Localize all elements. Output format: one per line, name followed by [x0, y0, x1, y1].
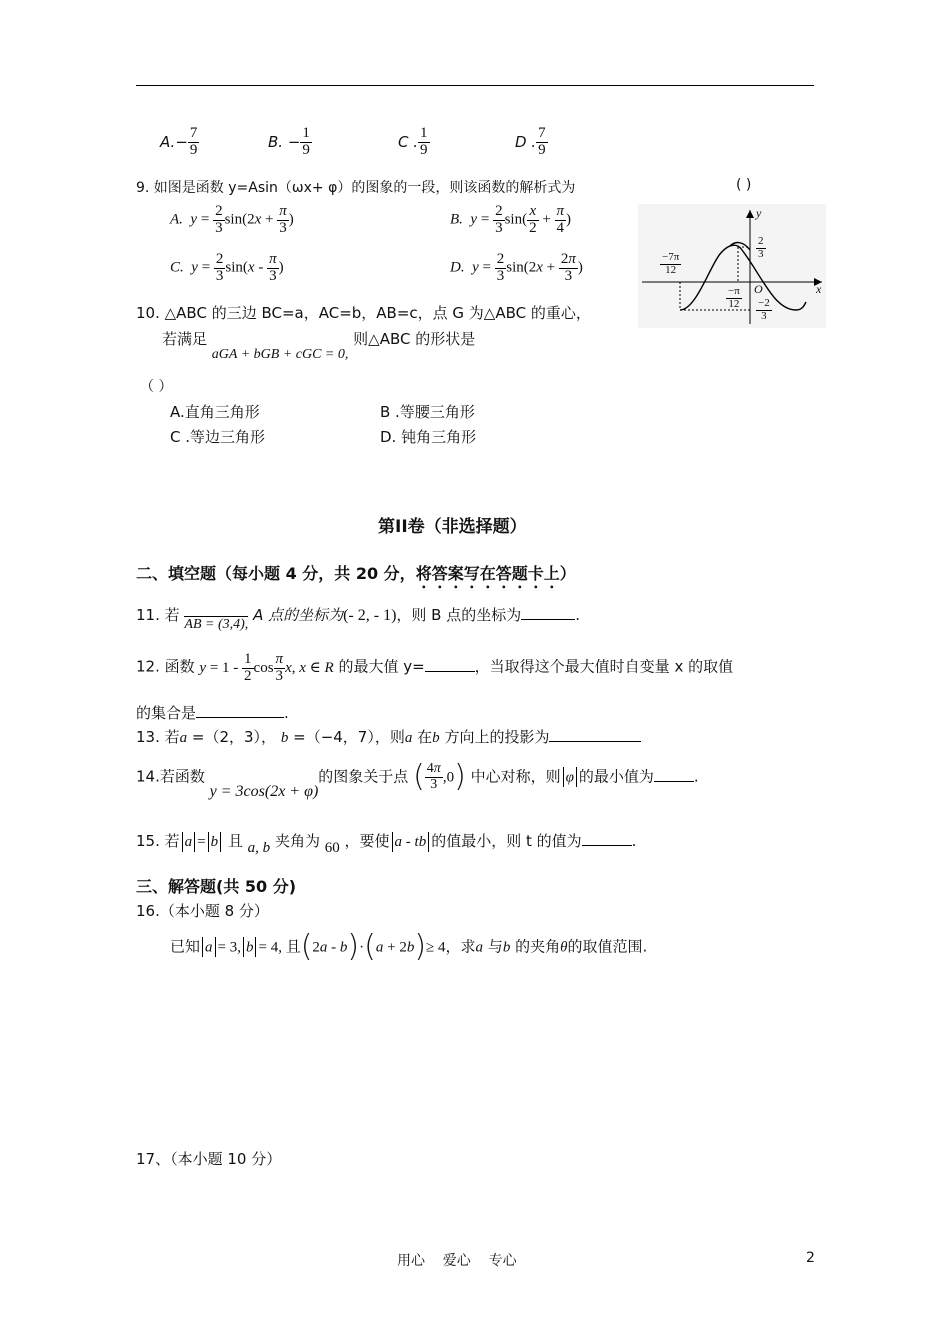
q10-vector-expr: aGA + bGB + cGC = 0, — [211, 347, 349, 362]
q9-option-c: C. y = $\frac{2}{3}$ sin(x - $\frac{\pi}{3}$ ) — [170, 251, 284, 284]
q13-b: =（2，3）， — [191, 728, 277, 746]
q9-option-a: A. y = $\frac{2}{3}$ sin(2x + $\frac{\pi}{3}$ ) — [170, 203, 294, 236]
footer-text: 用心 爱心 专心 — [397, 1253, 517, 1269]
q8-option-b-label: B. — [268, 132, 284, 151]
q16-c: 与 — [487, 937, 503, 956]
graph-x-label: x — [816, 282, 822, 296]
q8-a-num: 7 — [189, 125, 198, 141]
graph-bot-den: 3 — [761, 309, 767, 322]
q15-no: 15. 若 — [136, 832, 180, 850]
q14-tail: 中心对称，则 — [470, 767, 561, 786]
graph-bot-num: 2 — [764, 297, 770, 309]
graph-top-label — [756, 236, 766, 260]
q16-b: ，求 — [445, 937, 476, 956]
q8-option-c — [398, 126, 430, 159]
q13: 13. 若a =（2，3）， b =（−4，7），则a 在b 方向上的投影为 — [136, 726, 641, 747]
section2-title: 第II卷（非选择题） — [378, 517, 527, 537]
q9-b-label: B. — [450, 211, 463, 228]
q11-end: . — [575, 606, 581, 624]
graph-top-num: 2 — [758, 235, 764, 247]
section3-title: 三、解答题(共 50 分) — [136, 877, 297, 896]
graph-mid-den: 12 — [728, 297, 740, 310]
graph-left-label: $\frac{-7\pi}{12}$ — [662, 251, 680, 276]
q8-option-a-sign: − — [175, 132, 188, 151]
q9-a-label: A. — [170, 211, 183, 228]
q8-b-den: 9 — [302, 141, 310, 158]
q8-c-num: 1 — [420, 125, 428, 141]
q8-option-b-frac — [300, 126, 312, 159]
q10-option-b: B .等腰三角形 — [380, 403, 475, 421]
q8-d-den: 9 — [538, 141, 546, 158]
q14: 14.若函数 y = 3cos(2x + φ)的图象关于点 ( $\frac{4\pi}{3}$ ,0) 中心对称，则 φ 的最小值为 . — [136, 759, 699, 800]
q8-option-c-frac — [418, 126, 430, 159]
graph-y-label: y — [756, 206, 762, 220]
q11-mid: A 点的坐标为 — [253, 606, 344, 624]
header-rule — [136, 85, 814, 86]
q15-end: . — [631, 832, 637, 850]
q8-option-b — [268, 126, 312, 159]
q8-d-num: 7 — [538, 125, 546, 141]
q9-stem: 9. 如图是函数 y=Asin（ωx+ φ）的图象的一段，则该函数的解析式为 — [136, 180, 576, 196]
q13-d: 在 — [417, 728, 433, 746]
q11-vector: AB = (3,4), — [184, 617, 249, 632]
q15-mid: 且 — [227, 832, 243, 850]
graph-left-den: 12 — [665, 263, 677, 276]
q14-expr: y = 3cos(2x + φ) — [209, 782, 319, 800]
q15-mid3: ，要使 — [344, 832, 390, 850]
graph-left-num: 7π — [668, 251, 680, 263]
q8-option-a — [160, 126, 199, 159]
q12-no: 12. 函数 — [136, 657, 195, 676]
q16-e: 的取值范围. — [567, 937, 648, 956]
q9-paren: ( ) — [736, 177, 752, 193]
q8-option-a-label: A. — [160, 132, 176, 151]
q14-mid: 的图象关于点 — [318, 767, 409, 786]
q13-a: 13. 若 — [136, 728, 180, 746]
q11-tail: ，则 B 点的坐标为 — [396, 606, 522, 624]
q9-option-d: D. y = $\frac{2}{3}$ sin(2x + $\frac{2\pi}{3}$ ) — [450, 251, 583, 284]
q13-e: 方向上的投影为 — [444, 728, 550, 746]
q16-a: 已知 — [170, 937, 201, 956]
fill-header-c: ） — [559, 564, 576, 583]
q15-deg: 60 — [324, 840, 340, 856]
q14-answer-blank[interactable] — [654, 767, 694, 782]
q17-head: 17、（本小题 10 分） — [136, 1150, 282, 1168]
q13-answer-blank[interactable] — [549, 727, 641, 742]
q8-option-d-label: D . — [515, 132, 537, 151]
graph-mid-label: $\frac{-\pi}{12}$ — [728, 285, 740, 310]
q16-head: 16.（本小题 8 分） — [136, 902, 269, 920]
q12-line2 — [136, 702, 289, 723]
q15-tail: 的值最小，则 t 的值为 — [431, 832, 582, 850]
q12 — [136, 652, 733, 685]
q16-body: 已知 a = 3, b = 4, 且(2a - b)·(a + 2b)≥ 4，求a 与b 的夹角θ的取值范围. — [170, 929, 648, 964]
q15-mid2: 夹角为 — [274, 832, 320, 850]
fill-header — [136, 561, 576, 592]
q14-tail2: 的最小值为 — [578, 767, 654, 786]
q10-line1: 10. △ABC 的三边 BC=a，AC=b，AB=c，点 G 为△ABC 的重心， — [136, 304, 591, 322]
q12-line2-text: 的集合是 — [136, 704, 197, 722]
q11 — [136, 604, 581, 632]
q12-tail2: ，当取得这个最大值时自变量 x 的取值 — [474, 657, 734, 676]
q11-coord: (- 2, - 1) — [343, 607, 397, 624]
q10-line2-a: 若满足 — [162, 330, 208, 348]
q12-expr: y = 1 - $\frac{1}{2}$ cos $\frac{\pi}{3}$ x, x ∈ R — [199, 651, 334, 684]
q8-option-a-frac — [188, 126, 200, 159]
q11-answer-blank[interactable] — [521, 605, 575, 620]
q8-c-den: 9 — [420, 141, 428, 158]
q10-option-d: D. 钝角三角形 — [380, 428, 477, 446]
q9-d-label: D. — [450, 259, 465, 276]
q14-end: . — [693, 767, 699, 786]
q8-option-c-label: C . — [398, 132, 419, 151]
q12-max-blank[interactable] — [425, 657, 475, 672]
q15-answer-blank[interactable] — [582, 831, 632, 846]
q10-paren: （ ） — [140, 379, 173, 395]
q8-b-num: 1 — [302, 125, 310, 141]
q16-d: 的夹角 — [515, 937, 561, 956]
q8-option-b-sign: − — [287, 132, 301, 151]
q8-a-den: 9 — [189, 141, 198, 158]
q15-ab: a, b — [247, 840, 271, 856]
q10-option-c: C .等边三角形 — [170, 428, 266, 446]
q14-no: 14.若函数 — [136, 767, 205, 786]
graph-top-den: 3 — [758, 247, 764, 260]
graph-bot-label: $\frac{-2}{3}$ — [758, 297, 770, 322]
q12-set-blank[interactable] — [196, 703, 284, 718]
fill-header-a: 二、填空题（每小题 4 分，共 20 分， — [136, 564, 416, 583]
q12-tail: 的最大值 y= — [338, 657, 425, 676]
sine-graph — [638, 204, 826, 328]
q10-line2-b: 则△ABC 的形状是 — [353, 330, 476, 348]
q9-c-label: C. — [170, 259, 184, 276]
q10-option-a: A.直角三角形 — [170, 403, 260, 421]
q13-c: =（−4，7），则 — [293, 728, 405, 746]
q11-no: 11. 若 — [136, 606, 180, 624]
q15: 15. 若 a = b 且 a, b 夹角为 60 ，要使 a - tb 的值最小，则 t 的值为 . — [136, 832, 637, 856]
q8-option-d-frac — [536, 126, 548, 159]
fill-header-b: 将答案写在答题卡上 — [415, 564, 560, 583]
q8-option-d — [515, 126, 548, 159]
q10-line2 — [162, 328, 476, 362]
graph-mid-num: π — [734, 285, 740, 297]
q9-option-b: B. y = $\frac{2}{3}$ sin( $\frac{x}{2}$ + $\frac{\pi}{4}$ ) — [450, 203, 572, 236]
page-number: 2 — [806, 1250, 815, 1266]
graph-origin: O — [754, 282, 763, 296]
q12-end: . — [284, 704, 289, 722]
